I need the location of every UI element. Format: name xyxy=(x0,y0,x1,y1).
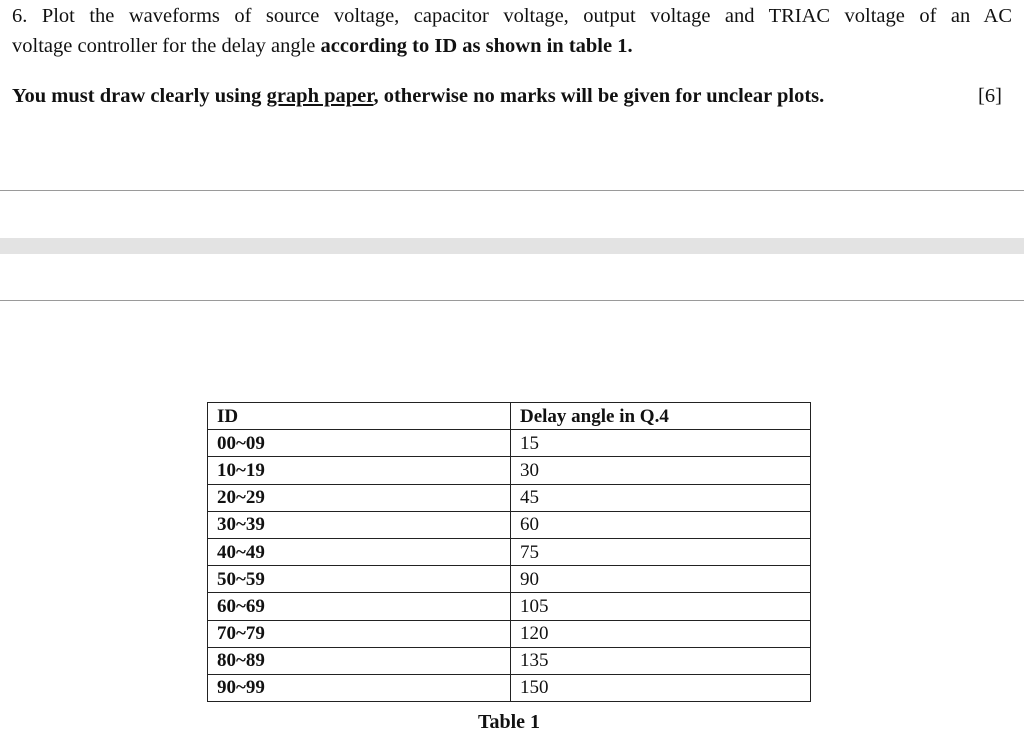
table-caption xyxy=(0,708,1024,736)
table-row xyxy=(208,593,811,620)
id-cell: 30~39 xyxy=(208,511,511,538)
table-header-row xyxy=(208,403,811,430)
id-cell: 40~49 xyxy=(208,538,511,565)
delay-angle-cell: 105 xyxy=(511,593,811,620)
table-row xyxy=(208,484,811,511)
table-row xyxy=(208,430,811,457)
question-plain-text: voltage controller for the delay angle xyxy=(12,35,321,57)
divider-bottom xyxy=(0,300,1024,301)
delay-angle-cell: 150 xyxy=(511,674,811,701)
delay-angle-cell: 30 xyxy=(511,457,811,484)
table-row xyxy=(208,674,811,701)
header-id: ID xyxy=(208,403,511,430)
id-cell: 70~79 xyxy=(208,620,511,647)
delay-angle-cell: 75 xyxy=(511,538,811,565)
graph-paper-underlined: graph paper xyxy=(266,85,374,107)
question-text-line2 xyxy=(12,32,633,60)
delay-angle-cell: 120 xyxy=(511,620,811,647)
delay-angle-cell: 90 xyxy=(511,566,811,593)
id-cell: 90~99 xyxy=(208,674,511,701)
table-row xyxy=(208,511,811,538)
table-row xyxy=(208,457,811,484)
divider-top xyxy=(0,190,1024,191)
id-cell: 80~89 xyxy=(208,647,511,674)
question-text-line1: 6. Plot the waveforms of source voltage, capacitor voltage, output voltage and TRIAC voltage of an AC xyxy=(12,5,1012,27)
delay-angle-cell: 60 xyxy=(511,511,811,538)
id-cell: 10~19 xyxy=(208,457,511,484)
id-cell: 20~29 xyxy=(208,484,511,511)
table-row xyxy=(208,538,811,565)
graph-paper-warning xyxy=(12,82,942,110)
warning-text-pre: You must draw clearly using xyxy=(12,85,267,107)
table-row xyxy=(208,647,811,674)
delay-angle-cell: 45 xyxy=(511,484,811,511)
id-cell: 60~69 xyxy=(208,593,511,620)
id-cell: 50~59 xyxy=(208,566,511,593)
id-cell: 00~09 xyxy=(208,430,511,457)
header-delay-angle: Delay angle in Q.4 xyxy=(511,403,811,430)
marks-label: [6] xyxy=(978,85,1002,107)
table-row xyxy=(208,620,811,647)
delay-angle-cell: 135 xyxy=(511,647,811,674)
delay-angle-table xyxy=(207,402,811,702)
separator-band xyxy=(0,238,1024,254)
warning-text-post: , otherwise no marks will be given for unclear plots. xyxy=(373,85,825,107)
delay-angle-cell: 15 xyxy=(511,430,811,457)
question-bold-text: according to ID as shown in table 1. xyxy=(320,35,633,57)
table-row xyxy=(208,566,811,593)
table-caption-text: Table 1 xyxy=(477,711,541,733)
